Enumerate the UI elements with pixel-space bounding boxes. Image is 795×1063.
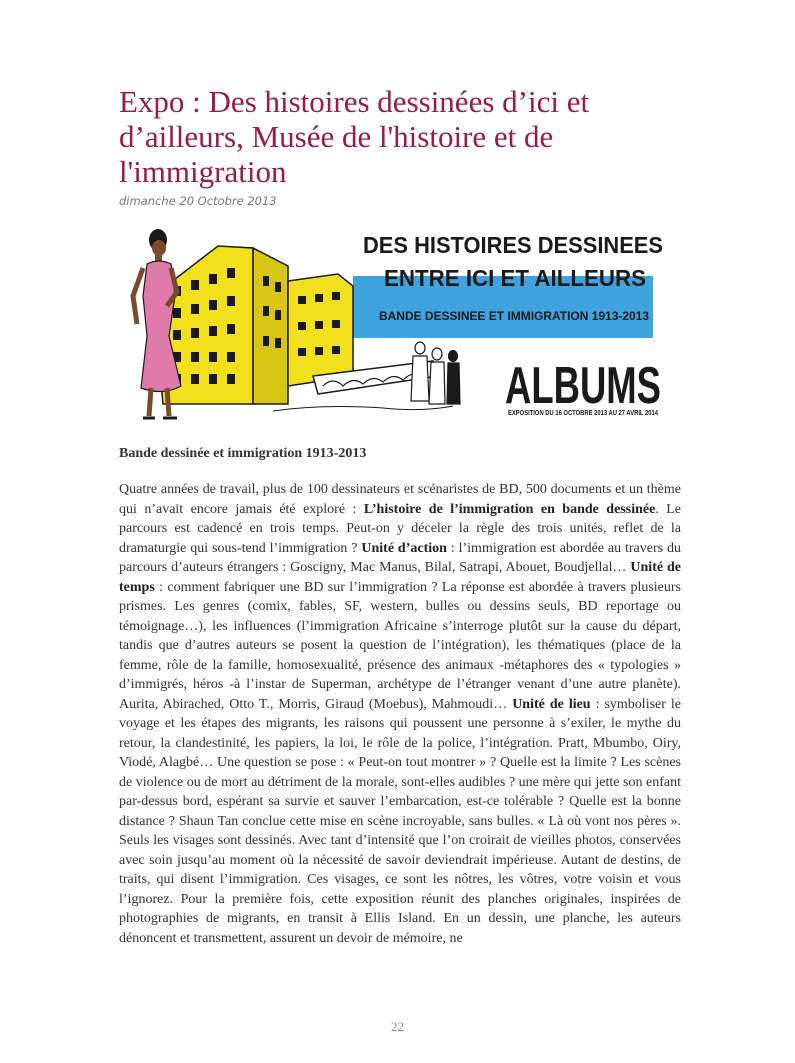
section-heading: Bande dessinée et immigration 1913-2013 bbox=[119, 446, 367, 461]
walking-figures bbox=[411, 342, 460, 404]
banner-brand: ALBUMS bbox=[505, 357, 661, 415]
article-body bbox=[119, 480, 681, 948]
article-title: Expo : Des histoires dessinées d’ici et d’ailleurs, Musée de l'histoire et de l'immigration bbox=[119, 84, 590, 189]
exhibition-banner bbox=[123, 226, 663, 422]
banner-dates: EXPOSITION DU 16 OCTOBRE 2013 AU 27 AVRIL 2014 bbox=[508, 410, 659, 417]
body-text-segment: : symboliser le voyage et les étapes des migrants, les raisons qui poussent une personne à s’exiler, le mythe du retour, la clandestinité, les papiers, la loi, le rôle de la police, l’intégration. Pratt, Mbumbo, Oiry, Viodé, Alagbé… Une question se pose : « Peut-on tout montrer » ? Quelle est la limite ? Les scènes de violence ou de mort au détriment de la morale, sont-elles audibles ? une mère qui jette son enfant par-dessus bord, espérant sa survie et sauver l’embarcation, est-ce tolérable ? Quelle est la bonne distance ? Shaun Tan conclue cette mise en scène incroyable, sans bulles. « Là où vont nos pères ». Seuls les visages sont dessinés. Avec tant d’intensité que l’on croirait de vieilles photos, conservées avec soin jusqu’au moment où la nécessité de savoir deviendrait impérieuse. Autant de destins, de traits, qui disent l’immigration. Ces visages, ce sont les nôtres, les vôtres, votre voisin et vous l’ignorez. Pour la première fois, cette exposition réunit des planches originales, inspirées de photographies de migrants, en transit à Ellis Island. En un dessin, une planche, les auteurs dénoncent et transmettent, assurent un devoir de mémoire, ne bbox=[119, 696, 681, 946]
article-date: dimanche 20 Octobre 2013 bbox=[119, 194, 277, 208]
page-number: 22 bbox=[391, 1019, 404, 1034]
banner-illustration bbox=[123, 226, 663, 422]
body-text-segment: Quatre années de travail, plus de 100 dessinateurs et scénaristes de BD, 500 documents et un thème qui n’avait encore jamais été exploré : bbox=[119, 482, 681, 517]
body-text-segment: : l’immigration est abordée au travers du parcours d’auteurs étrangers : Goscigny, Mac Manus, Bilal, Satrapi, Abouet, Boudjellal… bbox=[119, 540, 681, 575]
emphasis-unite-action: Unité d’action bbox=[361, 540, 447, 556]
banner-headline-2: ENTRE ICI ET AILLEURS bbox=[384, 265, 646, 291]
banner-headline-1: DES HISTOIRES DESSINEES bbox=[363, 232, 663, 258]
emphasis-title: L’histoire de l’immigration en bande dessinée bbox=[363, 501, 656, 517]
banner-subline: BANDE DESSINEE ET IMMIGRATION 1913-2013 bbox=[379, 309, 650, 323]
emphasis-unite-temps: Unité de temps bbox=[119, 560, 681, 595]
emphasis-unite-lieu: Unité de lieu bbox=[512, 696, 591, 712]
body-text-segment: : comment fabriquer une BD sur l’immigration ? La réponse est abordée à travers plusieurs prismes. Les genres (comix, fables, SF, western, bulles ou dessins seuls, BD reportage ou témoignage…), les influences (l’immigration Africaine s’interroge plutôt sur la cause du départ, tandis que d’autres auteurs se posent la question de l’intégration), les thématiques (place de la femme, rôle de la famille, homosexualité, présence des animaux -métaphores des « typologies » d’immigrés, héros -à l’instar de Superman, archétype de l’étranger venant d’une autre planète). Aurita, Abirached, Otto T., Morris, Giraud (Moebus), Mahmoudi… bbox=[119, 579, 681, 712]
body-text-segment: . Le parcours est cadencé en trois temps. Peut-on y déceler la règle des trois unités, reflet de la dramaturgie qui sous-tend l’immigration ? bbox=[119, 501, 682, 556]
